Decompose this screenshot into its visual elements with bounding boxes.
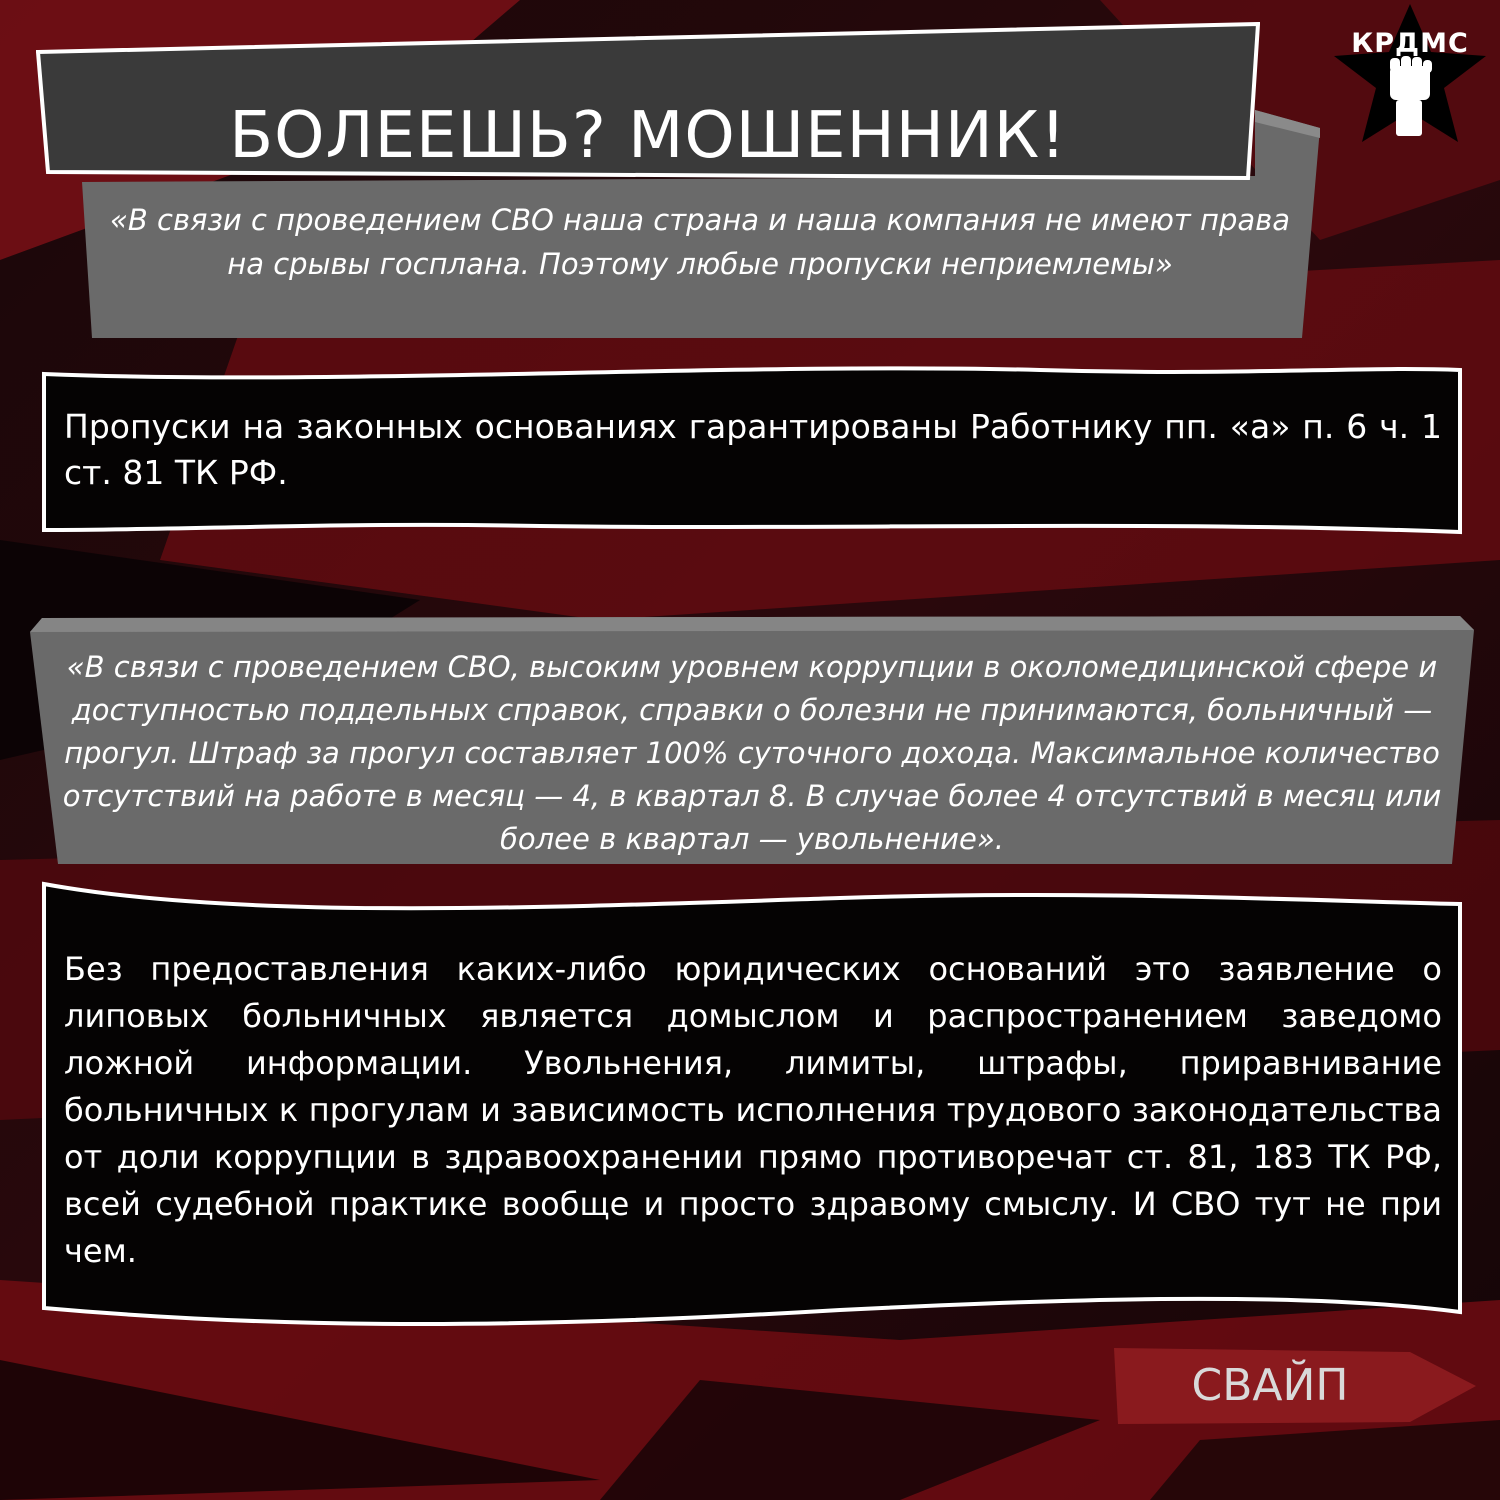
page-title: БОЛЕЕШЬ? МОШЕННИК! xyxy=(229,99,1067,173)
title-banner xyxy=(36,22,1260,180)
rebuttal-text: Без предоставления каких-либо юридических оснований это заявление о липовых больничных является домыслом и распространением заведомо ложной информации. Увольнения, лимиты, штрафы, приравнивание больничных к прогулам и зависимость исполнения трудового законодательства от доли коррупции в здравоохранении прямо противоречат ст. 81, 183 ТК РФ, всей судебной практике вообще и просто здравому смыслу. И СВО тут не при чем. xyxy=(64,950,1442,1270)
rebuttal-box-2 xyxy=(40,880,1465,1340)
swipe-label: СВАЙП xyxy=(1191,1360,1349,1411)
rebuttal-box-1 xyxy=(40,362,1465,538)
krdms-logo xyxy=(1330,0,1490,148)
employer-quote-2 xyxy=(28,612,1476,868)
quote-text: «В связи с проведением СВО наша страна и наша компания не имеют права на срывы госплана. Поэтому любые пропуски неприемлемы» xyxy=(110,203,1291,281)
logo-text: КРДМС xyxy=(1351,28,1469,59)
quote-text: «В связи с проведением СВО, высоким уровнем коррупции в околомедицинской сфере и доступностью поддельных справок, справки о болезни не принимаются, больничный — прогул. Штраф за прогул составляет 100% суточного дохода. Максимальное количество отсутствий на работе в месяц — 4, в квартал 8. В случае более 4 отсутствий в месяц или более в квартал — увольнение». xyxy=(62,650,1442,856)
rebuttal-text: Пропуски на законных основаниях гарантированы Работнику пп. «а» п. 6 ч. 1 ст. 81 ТК РФ. xyxy=(64,407,1442,492)
swipe-button[interactable] xyxy=(1110,1344,1480,1428)
fist-in-star-icon xyxy=(1390,56,1432,136)
